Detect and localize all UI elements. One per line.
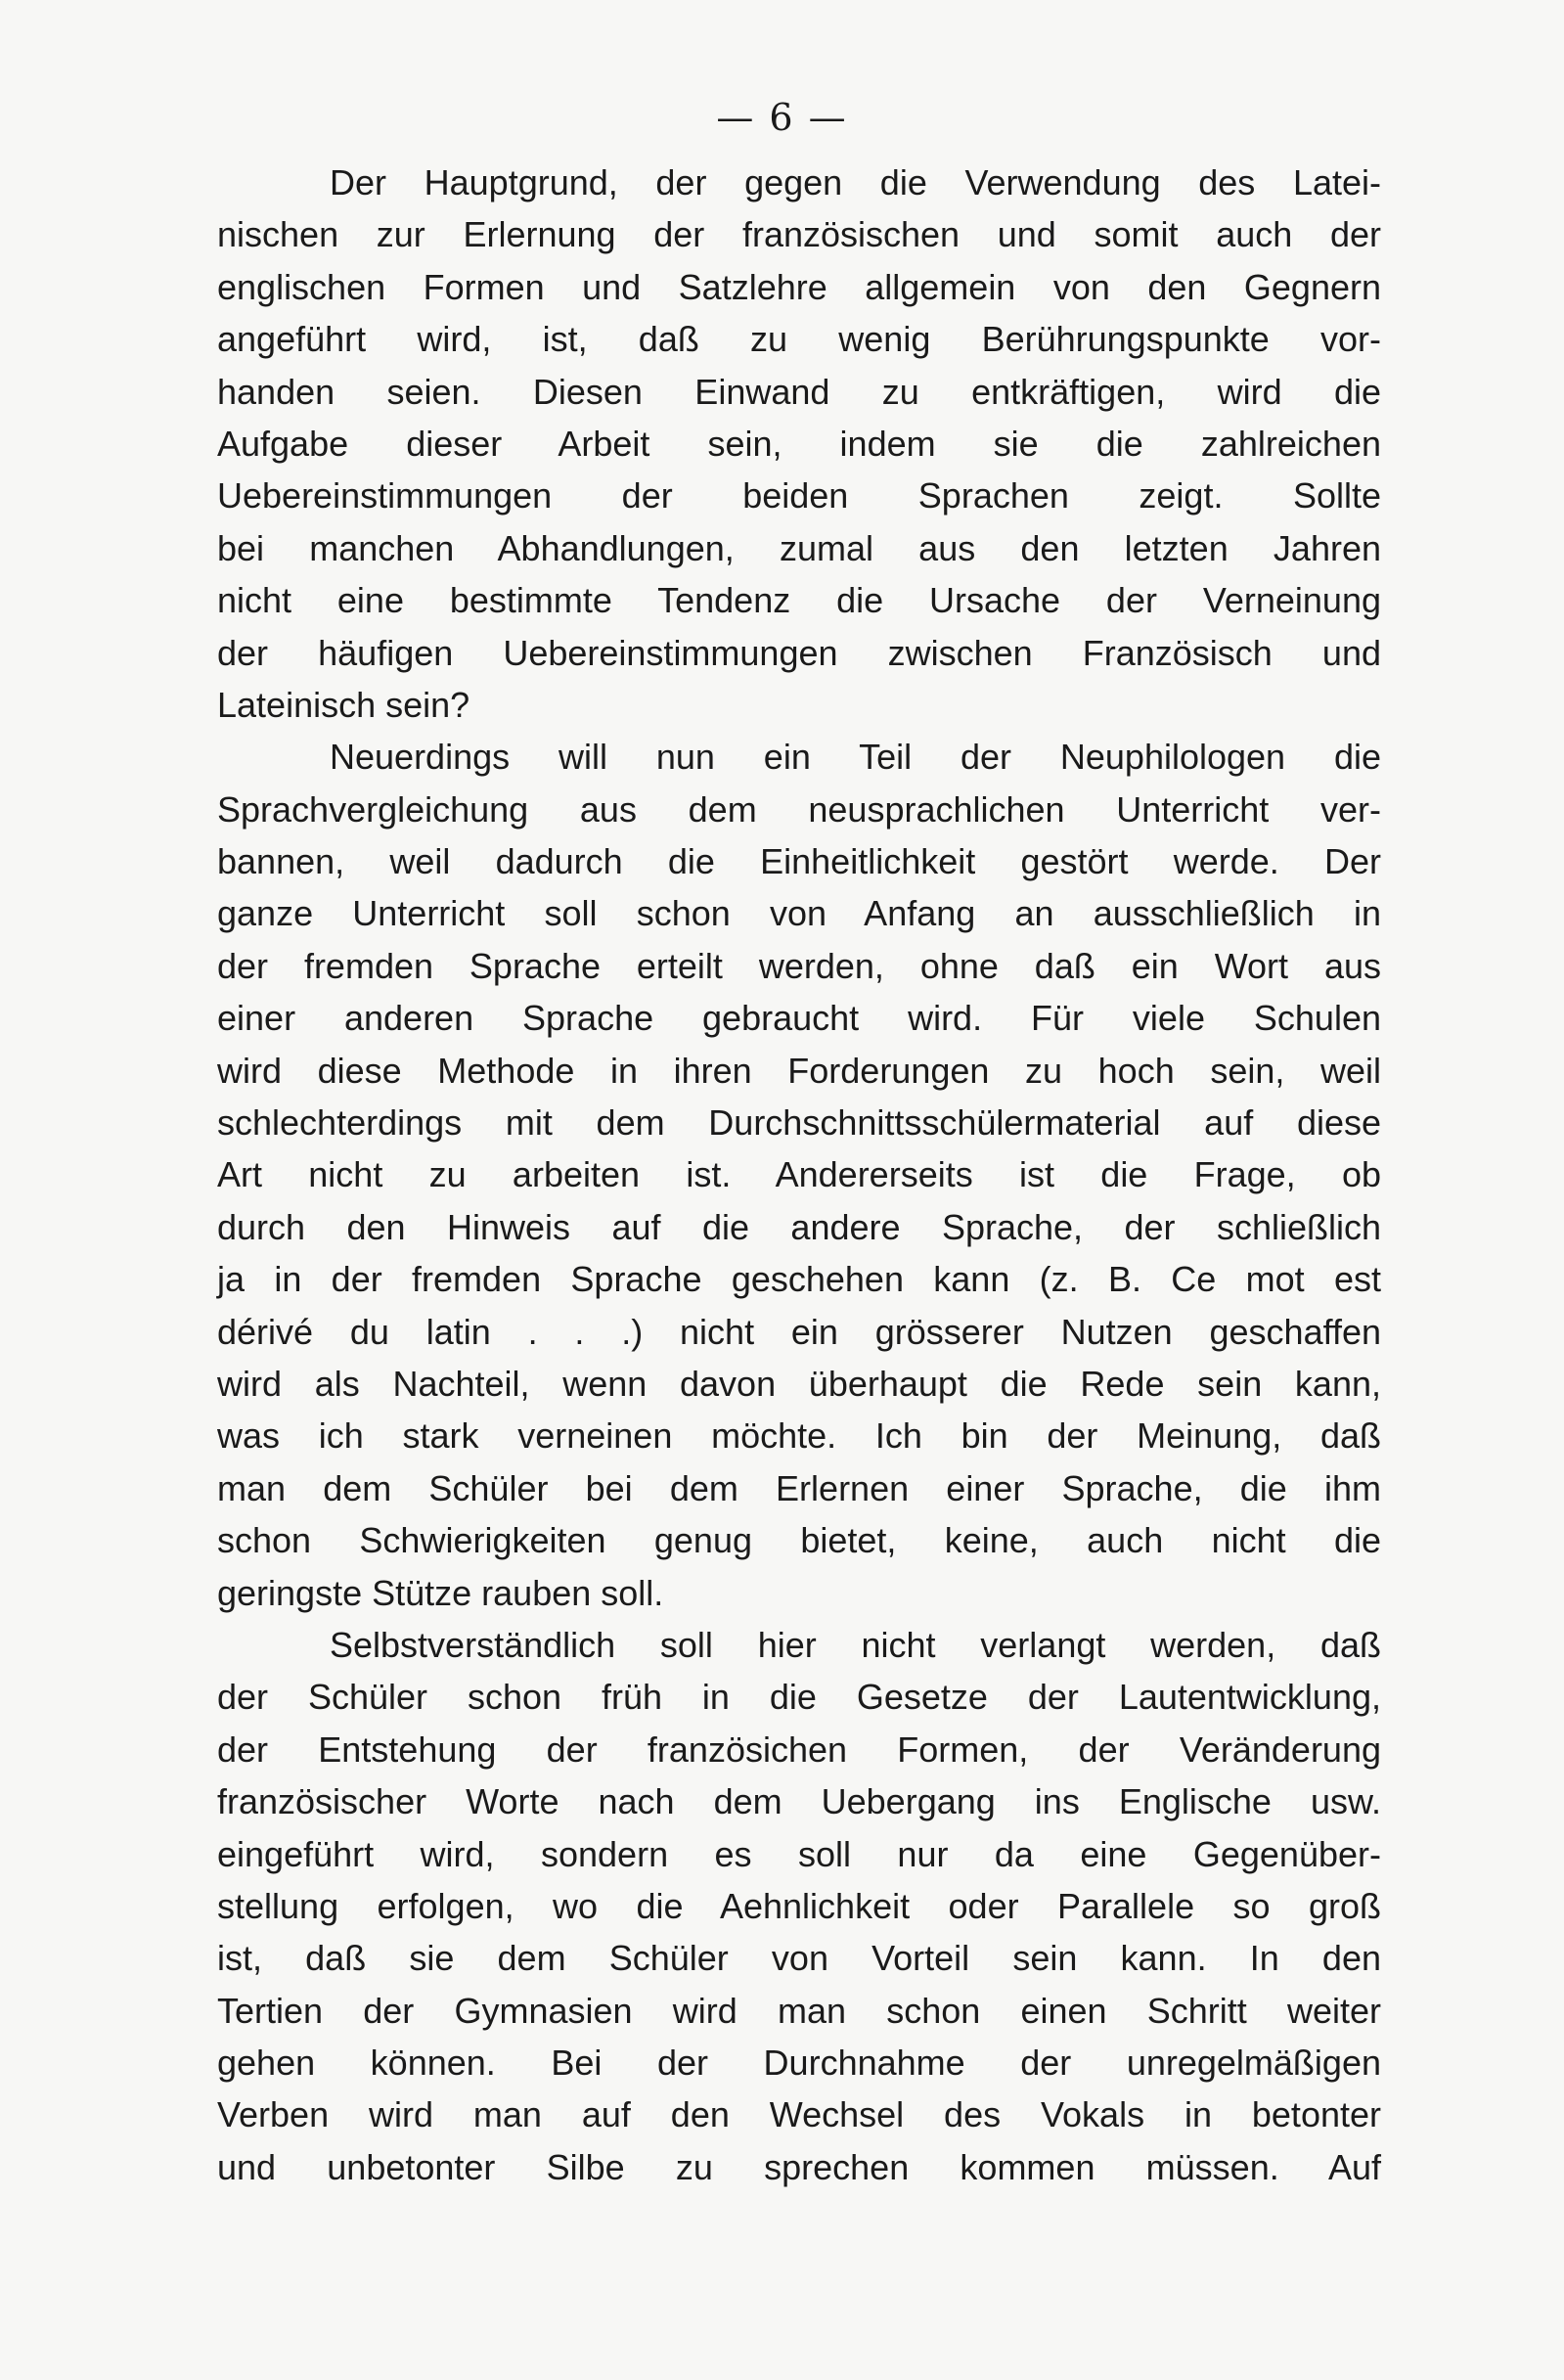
text-line: eingeführt wird, sondern es soll nur da eine Gegenüber- [217, 1833, 1381, 1874]
text-line: handen seien. Diesen Einwand zu entkräftigen, wird die [217, 371, 1381, 412]
text-line: einer anderen Sprache gebraucht wird. Für viele Schulen [217, 998, 1381, 1039]
text-line: Selbstverständlich soll hier nicht verlangt werden, daß [330, 1624, 1381, 1665]
text-line: französischer Worte nach dem Uebergang ins Englische usw. [217, 1781, 1381, 1822]
text-line: Aufgabe dieser Arbeit sein, indem sie die zahlreichen [217, 423, 1381, 464]
text-line: man dem Schüler bei dem Erlernen einer Sprache, die ihm [217, 1467, 1381, 1508]
text-line: Art nicht zu arbeiten ist. Andererseits ist die Frage, ob [217, 1154, 1381, 1195]
text-line: ist, daß sie dem Schüler von Vorteil sein kann. In den [217, 1938, 1381, 1979]
text-line: bei manchen Abhandlungen, zumal aus den letzten Jahren [217, 527, 1381, 568]
text-line: gehen können. Bei der Durchnahme der unregelmäßigen [217, 2043, 1381, 2084]
text-line: stellung erfolgen, wo die Aehnlichkeit oder Parallele so groß [217, 1885, 1381, 1926]
text-line: Uebereinstimmungen der beiden Sprachen zeigt. Sollte [217, 475, 1381, 516]
page-number: — 6 — [716, 96, 848, 139]
text-line: englischen Formen und Satzlehre allgemein von den Gegnern [217, 266, 1381, 307]
text-line: Lateinisch sein? [217, 684, 470, 725]
text-line: der fremden Sprache erteilt werden, ohne daß ein Wort aus [217, 945, 1381, 986]
text-line: nicht eine bestimmte Tendenz die Ursache der Verneinung [217, 580, 1381, 621]
text-line: ja in der fremden Sprache geschehen kann (z. B. Ce mot est [217, 1259, 1381, 1300]
text-line: und unbetonter Silbe zu sprechen kommen müssen. Auf [217, 2146, 1381, 2187]
text-line: was ich stark verneinen möchte. Ich bin der Meinung, daß [217, 1415, 1381, 1457]
text-line: durch den Hinweis auf die andere Sprache, der schließlich [217, 1206, 1381, 1247]
text-line: schlechterdings mit dem Durchschnittsschülermaterial auf diese [217, 1102, 1381, 1144]
paragraph-3 [217, 1619, 1381, 2193]
text-line: wird diese Methode in ihren Forderungen zu hoch sein, weil [217, 1050, 1381, 1091]
text-line: bannen, weil dadurch die Einheitlichkeit gestört werde. Der [217, 841, 1381, 882]
text-line: Neuerdings will nun ein Teil der Neuphilologen die [330, 737, 1381, 778]
paragraph-1 [217, 157, 1381, 731]
text-line: schon Schwierigkeiten genug bietet, keine, auch nicht die [217, 1520, 1381, 1561]
text-line: dérivé du latin . . .) nicht ein grösserer Nutzen geschaffen [217, 1311, 1381, 1352]
text-line: Sprachvergleichung aus dem neusprachlichen Unterricht ver- [217, 788, 1381, 830]
paragraph-2 [217, 731, 1381, 1619]
text-line: der Schüler schon früh in die Gesetze der Lautentwicklung, [217, 1677, 1381, 1718]
text-line: Verben wird man auf den Wechsel des Vokals in betonter [217, 2094, 1381, 2135]
text-line: der Entstehung der französichen Formen, der Veränderung [217, 1729, 1381, 1770]
text-line: wird als Nachteil, wenn davon überhaupt die Rede sein kann, [217, 1363, 1381, 1404]
body-text [217, 157, 1381, 2193]
text-line: der häufigen Uebereinstimmungen zwischen Französisch und [217, 632, 1381, 673]
text-line: ganze Unterricht soll schon von Anfang an ausschließlich in [217, 893, 1381, 934]
text-line: Tertien der Gymnasien wird man schon einen Schritt weiter [217, 1990, 1381, 2031]
text-line: Der Hauptgrund, der gegen die Verwendung des Latei- [330, 162, 1381, 202]
text-line: nischen zur Erlernung der französischen und somit auch der [217, 214, 1381, 255]
text-line: angeführt wird, ist, daß zu wenig Berührungspunkte vor- [217, 319, 1381, 360]
text-line: geringste Stütze rauben soll. [217, 1572, 664, 1613]
